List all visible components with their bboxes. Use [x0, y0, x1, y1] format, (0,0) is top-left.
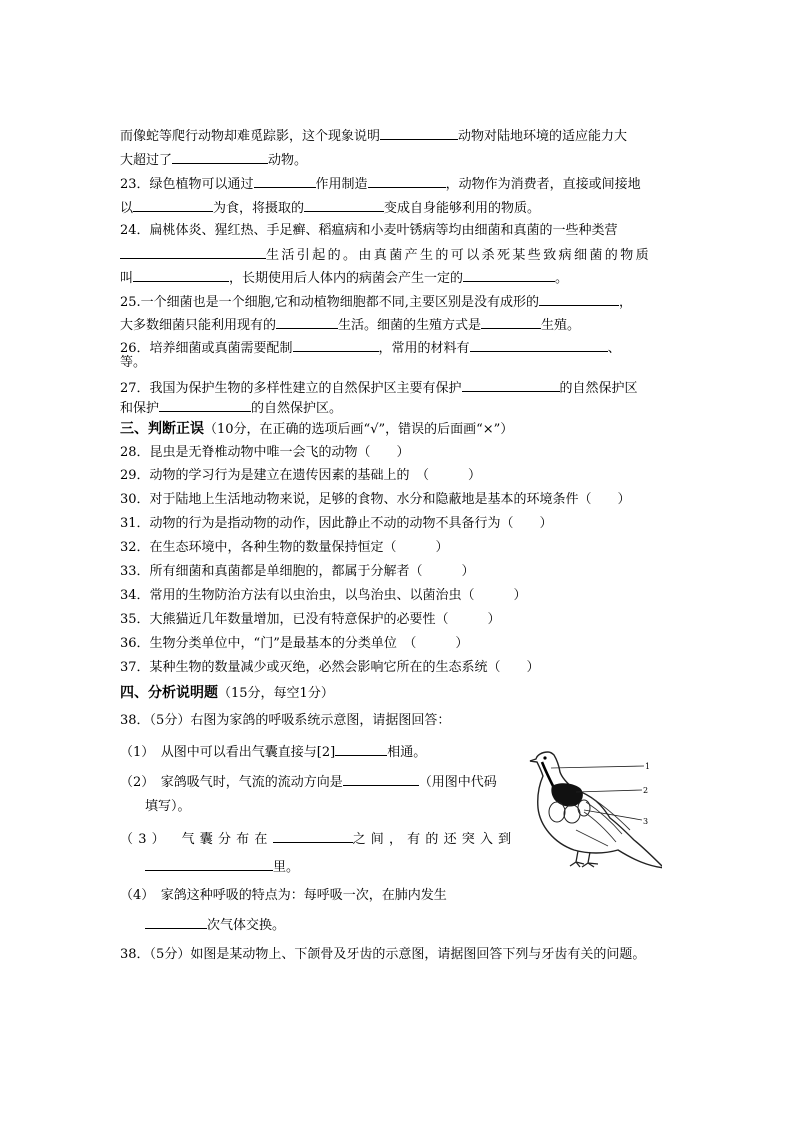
q26-line1: [120, 338, 621, 358]
section3-title: 三、判断正误: [120, 421, 204, 437]
q23-text-d: 以: [120, 201, 134, 216]
pigeon-wing-lines: [576, 798, 630, 846]
q38-sub3-cont: [145, 857, 299, 877]
q38-blank-4[interactable]: [145, 857, 273, 871]
q24-text-d: ，长期使用后人体内的病菌会产生一定的: [229, 271, 464, 286]
q24-blank-3[interactable]: [463, 268, 555, 282]
q25-text-e: 生殖。: [541, 318, 581, 333]
judgement-30: 30．对于陆地上生活地动物来说，足够的食物、水分和隐蔽地是基本的环境条件（ ）: [120, 492, 631, 507]
q38-sub1: [120, 742, 426, 762]
q23-blank-2[interactable]: [368, 174, 446, 188]
q25-text-b: ，: [618, 295, 632, 310]
q23-blank-4[interactable]: [304, 198, 384, 212]
pigeon-body-outline: [530, 752, 662, 868]
q38-sub3-text-c: 里。: [273, 860, 300, 875]
q24-text-b: 生活引起的。由真菌产生的可以杀死某些致病细菌的物质: [266, 248, 652, 263]
label-3: 3: [643, 817, 649, 826]
q25-line2: [120, 315, 580, 335]
q24-line2: [120, 245, 651, 265]
q26-blank-1[interactable]: [293, 338, 379, 352]
section4-title: 四、分析说明题: [120, 685, 218, 701]
q24-line1: 24．扁桃体炎、猩红热、手足癣、稻瘟病和小麦叶锈病等均由细菌和真菌的一些种类营: [120, 223, 618, 238]
q25-blank-3[interactable]: [481, 315, 541, 329]
q27-text-b: 的自然保护区: [559, 381, 638, 396]
section3-note: （10分，在正确的选项后画“√”，错误的后面画“×”）: [204, 422, 514, 437]
q25-blank-1[interactable]: [539, 292, 619, 306]
q27-blank-2[interactable]: [159, 398, 251, 412]
q23-blank-1[interactable]: [254, 174, 316, 188]
q38-sub2: [120, 772, 497, 792]
q38-blank-1[interactable]: [335, 742, 387, 756]
q38-sub3: [120, 829, 516, 849]
judgement-33: 33．所有细菌和真菌都是单细胞的，都属于分解者（ ）: [120, 564, 475, 579]
q26-blank-2[interactable]: [470, 338, 608, 352]
q25-text-d: 生活。细菌的生殖方式是: [338, 318, 482, 333]
q38-sub4-cont: [145, 915, 285, 935]
q22-line2: [120, 150, 307, 170]
q26-line2: 等。: [120, 355, 147, 370]
q22-text-c: 大超过了: [120, 153, 173, 168]
q38-sub2-text-a: （2） 家鸽吸气时，气流的流动方向是: [120, 775, 343, 790]
q23-text-f: 变成自身能够利用的物质。: [384, 201, 541, 216]
q38-sub3-text-a: （3） 气囊分布在: [120, 832, 273, 847]
q22-text-d: 动物。: [268, 153, 308, 168]
q24-blank-2[interactable]: [133, 268, 229, 282]
q23-line1: [120, 174, 641, 194]
q38-blank-2[interactable]: [343, 772, 419, 786]
judgement-36: 36．生物分类单位中，“门”是最基本的分类单位 （ ）: [120, 636, 469, 651]
q27-text-d: 的自然保护区。: [251, 401, 343, 416]
q23-text-e: 为食，将摄取的: [213, 201, 305, 216]
q22-blank-2[interactable]: [172, 150, 268, 164]
q26-text-c: 、: [607, 341, 621, 356]
q38-sub1-text-b: 相通。: [387, 745, 427, 760]
q38-intro: 38．（5分）右图为家鸽的呼吸系统示意图，请据图回答：: [120, 713, 451, 728]
q25-blank-2[interactable]: [276, 315, 338, 329]
q23-text-c: ，动物作为消费者，直接或间接地: [445, 177, 641, 192]
judgement-29: 29．动物的学习行为是建立在遗传因素的基础上的 （ ）: [120, 468, 482, 483]
q23-line2: [120, 198, 540, 218]
air-sac-3: [578, 800, 590, 816]
q23-text-b: 作用制造: [315, 177, 368, 192]
section3-heading: [120, 420, 513, 439]
q38-sub2-cont: 填写）。: [145, 799, 191, 814]
q27-line2: [120, 398, 342, 418]
q24-line3: [120, 268, 568, 288]
q24-blank-1[interactable]: [120, 245, 266, 259]
q22-blank-1[interactable]: [380, 126, 458, 140]
judgement-28: 28．昆虫是无脊椎动物中唯一会飞的动物（ ）: [120, 445, 410, 460]
section4-note: （15分，每空1分）: [218, 686, 334, 701]
q25-line1: [120, 292, 632, 312]
q38-sub2-text-b: （用图中代码: [418, 775, 497, 790]
judgement-37: 37．某种生物的数量减少或灭绝，必然会影响它所在的生态系统（ ）: [120, 660, 540, 675]
judgement-34: 34．常用的生物防治方法有以虫治虫，以鸟治虫、以菌治虫（ ）: [120, 588, 527, 603]
q23-blank-3[interactable]: [133, 198, 213, 212]
air-sac-1: [549, 802, 565, 822]
lung: [551, 783, 583, 806]
q38-sub4-text-b: 次气体交换。: [207, 918, 286, 933]
section4-heading: [120, 684, 334, 703]
q26-text-a: 26．培养细菌或真菌需要配制: [120, 341, 293, 356]
leader-line-2: [576, 790, 642, 792]
label-1: 1: [645, 762, 651, 771]
q38-blank-3[interactable]: [273, 829, 353, 843]
q24-text-c: 叫: [120, 271, 134, 286]
judgement-31: 31．动物的行为是指动物的动作，因此静止不动的动物不具备行为（ ）: [120, 516, 553, 531]
pigeon-eye: [543, 756, 546, 759]
q27-text-c: 和保护: [120, 401, 160, 416]
label-2: 2: [643, 786, 649, 795]
judgement-35: 35．大熊猫近几年数量增加，已没有特意保护的必要性（ ）: [120, 612, 501, 627]
q25-text-c: 大多数细菌只能利用现有的: [120, 318, 277, 333]
trachea: [542, 762, 554, 788]
q26-text-b: ，常用的材料有: [378, 341, 470, 356]
q38-sub4: （4） 家鸽这种呼吸的特点为：每呼吸一次，在肺内发生: [120, 888, 447, 903]
q38-sub3-text-b: 之间，有的还突入到: [352, 832, 517, 847]
q27-line1: [120, 378, 638, 398]
judgement-32: 32．在生态环境中，各种生物的数量保持恒定（ ）: [120, 540, 449, 555]
pigeon-respiratory-diagram: [526, 740, 662, 876]
q38-sub1-text-a: （1） 从图中可以看出气囊直接与[2]: [120, 745, 336, 760]
q22-line1: [120, 126, 627, 146]
q38-blank-5[interactable]: [145, 915, 207, 929]
q22-text-a: 而像蛇等爬行动物却难觅踪影，这个现象说明: [120, 129, 381, 144]
q27-text-a: 27．我国为保护生物的多样性建立的自然保护区主要有保护: [120, 381, 462, 396]
q24-text-e: 。: [555, 271, 569, 286]
q23-text-a: 23．绿色植物可以通过: [120, 177, 254, 192]
q38b-intro: 38．（5分）如图是某动物上、下颌骨及牙齿的示意图，请据图回答下列与牙齿有关的问题。: [120, 947, 646, 962]
q25-text-a: 25.一个细菌也是一个细胞,它和动植物细胞都不同,主要区别是没有成形的: [120, 295, 539, 310]
q22-text-b: 动物对陆地环境的适应能力大: [458, 129, 628, 144]
q27-blank-1[interactable]: [462, 378, 560, 392]
leader-line-1: [551, 766, 644, 768]
